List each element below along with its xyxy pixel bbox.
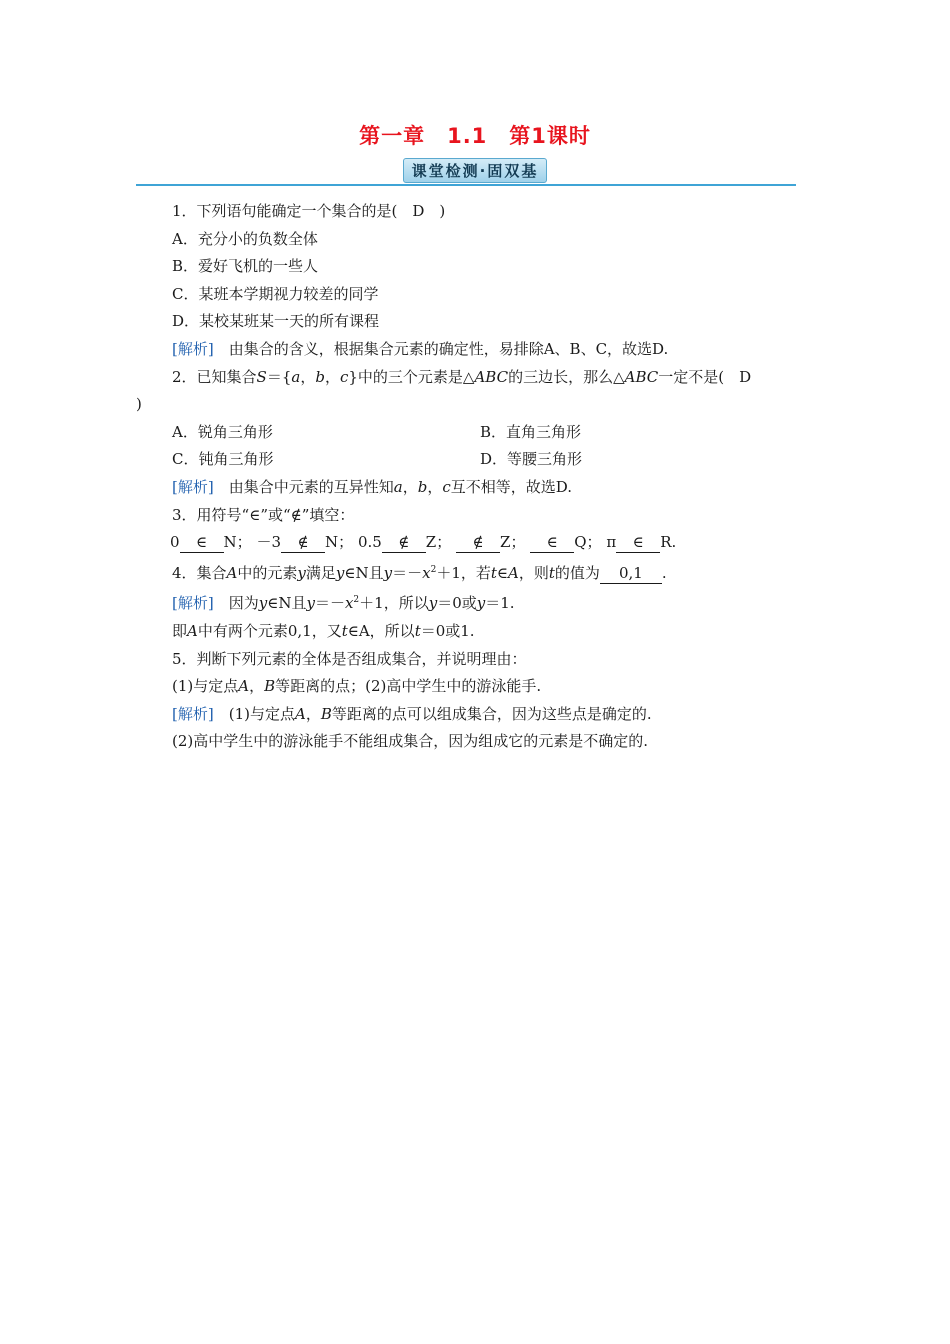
- q4-var: x: [422, 563, 431, 582]
- q2-analysis-part: 由集合中元素的互异性知: [213, 477, 394, 496]
- q3-answer-blank: ∈: [616, 532, 660, 553]
- q4-stem-part: ＝－: [392, 563, 423, 582]
- q4-analysis-var: y: [258, 594, 268, 613]
- q5-part: (1)与定点: [172, 677, 239, 696]
- analysis-tag: [解析]: [172, 704, 214, 723]
- q3-item-pre: 0: [170, 533, 180, 552]
- q2-var-c: c: [339, 367, 349, 386]
- q2-var-abc: ABC: [474, 367, 509, 386]
- q4-analysis-var: y: [306, 594, 315, 613]
- q1-option-c: C．某班本学期视力较差的同学: [172, 284, 379, 303]
- q2-option-d: D．等腰三角形: [480, 450, 583, 469]
- q4-stem-part: 4．集合: [172, 563, 227, 582]
- q3-answer-blank: ∉: [382, 532, 426, 553]
- q3-item-post: R.: [660, 533, 677, 552]
- q4-exponent: 2: [430, 564, 437, 575]
- q2-analysis-part: 互不相等，故选D.: [450, 477, 572, 496]
- q3-item-post: Z；: [425, 533, 452, 552]
- q4-analysis-var: y: [476, 594, 486, 613]
- q4-analysis-var: A: [187, 621, 198, 640]
- q5-analysis-var: A: [294, 704, 306, 723]
- q1-analysis-text: 由集合的含义，根据集合元素的确定性，易排除A、B、C，故选D.: [213, 339, 669, 358]
- q3-answer-blank: ∉: [456, 532, 500, 553]
- q4-analysis-var: t: [341, 621, 348, 640]
- q5-analysis-1: [172, 701, 812, 729]
- q4-var: y: [383, 563, 393, 582]
- q4-analysis-part: ＝1.: [485, 594, 515, 613]
- q4-var: y: [335, 563, 345, 582]
- q4-answer-blank: 0,1: [600, 563, 662, 584]
- q4-var: t: [490, 563, 497, 582]
- q2-stem-part: }中的三个元素是△: [348, 367, 475, 386]
- q2-stem: [172, 364, 812, 392]
- q5-var: B: [264, 677, 276, 696]
- q2-stem-part: ＝{: [266, 367, 292, 386]
- q4-analysis-part: ∈N且: [267, 594, 307, 613]
- q4-var: A: [226, 563, 238, 582]
- q2-var-b: b: [315, 367, 325, 386]
- q4-analysis-var: t: [414, 621, 421, 640]
- q5-analysis-2: (2)高中学生中的游泳能手不能组成集合，因为组成它的元素是不确定的.: [172, 732, 649, 751]
- q5-analysis-part: ，: [305, 704, 321, 723]
- section-banner-wrap: [0, 158, 950, 183]
- section-banner: 课堂检测·固双基: [403, 158, 548, 183]
- q2-analysis: [172, 474, 812, 502]
- q2-stem-part: ，: [300, 367, 316, 386]
- q4-analysis-part: ＝0或: [437, 594, 477, 613]
- page-title: 第一章 1.1 第1课时: [359, 124, 591, 148]
- q5-part: ，: [249, 677, 265, 696]
- q4-stem-part: 中的元素: [237, 563, 298, 582]
- q3-item-pre: 0.5: [357, 533, 382, 552]
- q4-stem-part: ＋1，若: [436, 563, 491, 582]
- q2-option-b: B．直角三角形: [480, 422, 582, 441]
- analysis-tag: [解析]: [172, 594, 214, 613]
- q4-var: A: [508, 563, 519, 582]
- q1-option-a: A．充分小的负数全体: [172, 229, 318, 248]
- q4-stem-part: 的值为: [554, 563, 600, 582]
- q4-stem-part: ，则: [518, 563, 549, 582]
- q1-option-d: D．某校某班某一天的所有课程: [172, 312, 380, 331]
- q2-var-a: a: [291, 367, 301, 386]
- exercise-content: [136, 198, 812, 756]
- q2-analysis-part: ，: [402, 477, 418, 496]
- q4-analysis-2: [172, 618, 812, 646]
- q4-analysis-exponent: 2: [353, 595, 360, 606]
- q3-item-pre: π: [606, 533, 617, 552]
- q4-analysis-var: x: [344, 594, 354, 613]
- q4-stem-part: .: [661, 563, 667, 582]
- q2-var-abc: ABC: [624, 367, 659, 386]
- q4-analysis-part: 即: [172, 621, 188, 640]
- q3-item-post: N；: [223, 533, 252, 552]
- q2-var-s: S: [256, 367, 267, 386]
- q4-analysis-var: y: [428, 594, 438, 613]
- analysis-tag: [解析]: [172, 477, 214, 496]
- q4-stem: [172, 557, 812, 588]
- q4-analysis-1: [172, 587, 812, 618]
- q2-option-c: C．钝角三角形: [172, 450, 274, 469]
- q2-stem-close: ): [136, 395, 142, 414]
- analysis-tag: [解析]: [172, 339, 214, 358]
- q4-var: t: [548, 563, 555, 582]
- q2-analysis-var: a: [393, 477, 403, 496]
- q4-analysis-part: ＝0或1.: [420, 621, 475, 640]
- q2-stem-part: 2．已知集合: [172, 367, 257, 386]
- q1-option-b: B．爱好飞机的一些人: [172, 257, 319, 276]
- q2-options-row-2: [172, 446, 812, 474]
- q4-stem-part: ∈: [496, 563, 509, 582]
- q5-parts: [172, 673, 812, 701]
- header-divider: [136, 184, 796, 186]
- q5-analysis-var: B: [320, 704, 332, 723]
- q2-stem-part: 的三边长，那么△: [508, 367, 625, 386]
- q5-part: 等距离的点；(2)高中学生中的游泳能手.: [275, 677, 542, 696]
- q5-var: A: [238, 677, 250, 696]
- q4-analysis-part: ＝－: [314, 594, 345, 613]
- q3-item-pre: －3: [256, 533, 282, 552]
- q5-analysis-part: 等距离的点可以组成集合，因为这些点是确定的.: [331, 704, 652, 723]
- q2-options-row-1: [172, 419, 812, 447]
- q2-analysis-var: b: [417, 477, 428, 496]
- q1-analysis: [172, 336, 812, 364]
- q5-stem: 5．判断下列元素的全体是否组成集合，并说明理由：: [172, 649, 527, 668]
- q3-answer-blank: ∉: [281, 532, 325, 553]
- q4-analysis-part: 中有两个元素0,1，又: [197, 621, 342, 640]
- q3-answer-blank: ∈: [530, 532, 574, 553]
- q2-option-a: A．锐角三角形: [172, 422, 273, 441]
- q4-stem-part: ∈N且: [344, 563, 384, 582]
- q4-analysis-part: ∈A，所以: [347, 621, 415, 640]
- q3-stem: 3．用符号“∈”或“∉”填空：: [172, 505, 355, 524]
- q2-analysis-var: c: [442, 477, 451, 496]
- q3-item-post: N；: [325, 533, 354, 552]
- q4-analysis-part: ＋1，所以: [359, 594, 429, 613]
- q3-item-post: Q；: [574, 533, 602, 552]
- q4-analysis-part: 因为: [213, 594, 259, 613]
- q3-item-post: Z；: [500, 533, 526, 552]
- q4-stem-part: 满足: [305, 563, 336, 582]
- q2-stem-part: 一定不是( D: [658, 367, 752, 386]
- q2-analysis-part: ，: [427, 477, 443, 496]
- q5-analysis-part: (1)与定点: [213, 704, 295, 723]
- q3-answer-blank: ∈: [180, 532, 224, 553]
- q1-stem: 1．下列语句能确定一个集合的是( D ): [172, 202, 446, 220]
- q2-stem-part: ，: [324, 367, 340, 386]
- q3-fill-row: [170, 529, 812, 557]
- q4-var: y: [297, 563, 306, 582]
